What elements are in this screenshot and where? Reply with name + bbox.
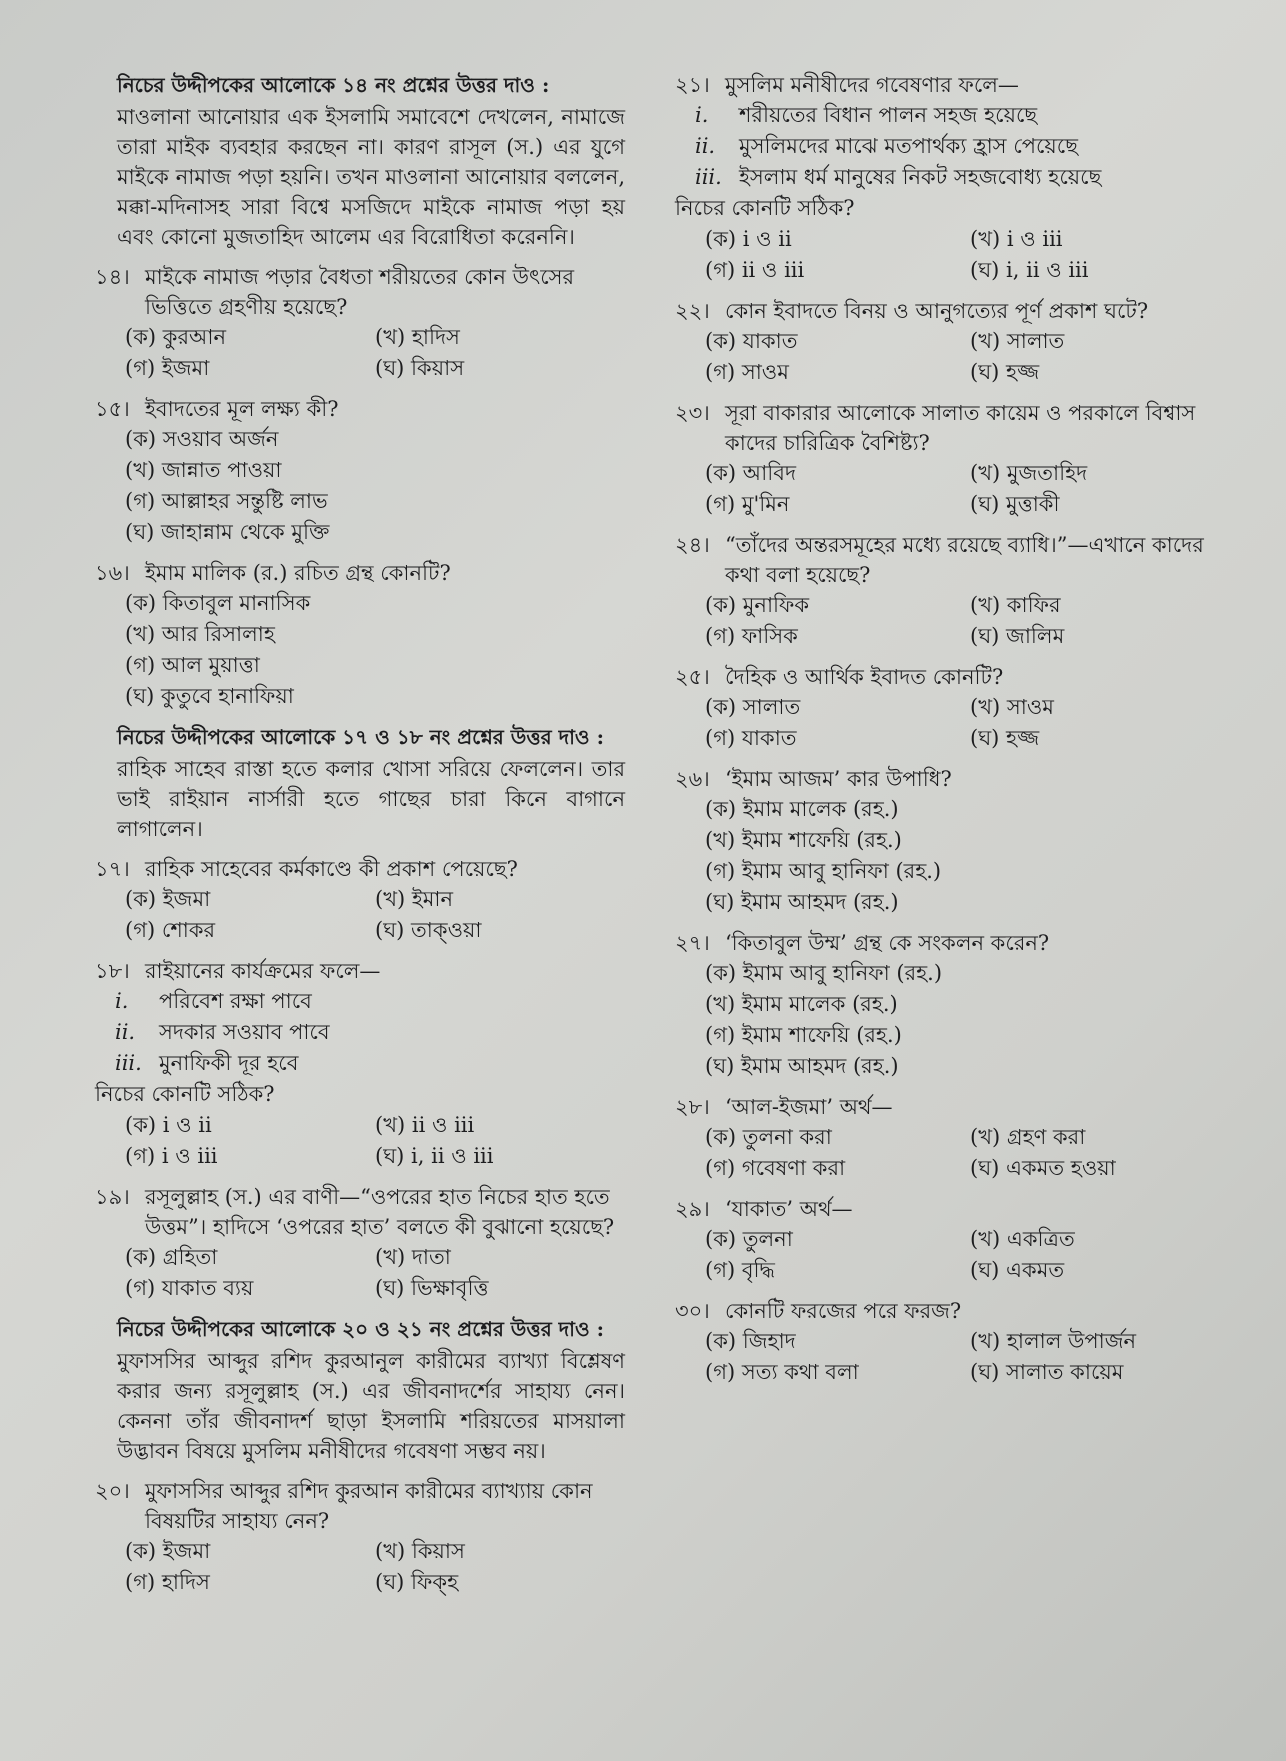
question-text: ইবাদতের মূল লক্ষ্য কী? [145, 397, 339, 421]
option-c: (গ) হাদিস [125, 1570, 210, 1594]
option-b: (খ) গ্রহণ করা [970, 1125, 1086, 1149]
question-29 [675, 1194, 1235, 1286]
statement-3: iii. ইসলাম ধর্ম মানুষের নিকট সহজবোধ্য হয়েছে [695, 165, 1102, 189]
option-b: (খ) কাফির [970, 593, 1061, 617]
option-b: (খ) একত্রিত [970, 1227, 1075, 1251]
option-d: (ঘ) ফিক্হ [375, 1570, 459, 1594]
question-number: ১৮। [95, 959, 130, 983]
option-d: (ঘ) কুতুবে হানাফিয়া [125, 684, 294, 708]
question-number: ২৮। [675, 1095, 710, 1119]
option-b: (খ) ইমাম শাফেয়ি (রহ.) [705, 828, 902, 852]
stimulus-text: মাওলানা আনোয়ার এক ইসলামি সমাবেশে দেখলেন, নামাজে তারা মাইক ব্যবহার করছেন না। কারণ রাসূল (স.) এর যুগে মাইকে নামাজ পড়া হয়নি। তখন মাওলানা আনোয়ার বললেন, মক্কা-মদিনাসহ সারা বিশ্বে মসজিদে মাইকে নামাজ পড়া হয় এবং কোনো মুজতাহিদ আলেম এর বিরোধিতা করেননি। [117, 105, 625, 249]
option-c: (গ) ইজমা [125, 356, 210, 380]
stimulus-heading: নিচের উদ্দীপকের আলোকে ১৭ ও ১৮ নং প্রশ্নের উত্তর দাও : [117, 725, 604, 749]
statement-1: i. শরীয়তের বিধান পালন সহজ হয়েছে [695, 103, 1038, 127]
question-23 [675, 398, 1235, 520]
option-c: (গ) শোকর [125, 918, 216, 942]
option-d: (ঘ) জাহান্নাম থেকে মুক্তি [125, 520, 330, 544]
question-text: কোনটি ফরজের পরে ফরজ? [725, 1299, 962, 1323]
question-18 [95, 956, 625, 1172]
question-28 [675, 1092, 1235, 1184]
option-b: (খ) কিয়াস [375, 1539, 465, 1563]
option-d: (ঘ) মুত্তাকী [970, 492, 1060, 516]
question-text: সূরা বাকারার আলোকে সালাত কায়েম ও পরকালে বিশ্বাস কাদের চারিত্রিক বৈশিষ্ট্য? [725, 401, 1196, 455]
question-number: ২২। [675, 299, 710, 323]
question-number: ১৫। [95, 397, 130, 421]
question-number: ৩০। [675, 1299, 710, 1323]
option-d: (ঘ) i, ii ও iii [970, 258, 1089, 282]
option-a: (ক) মুনাফিক [705, 593, 810, 617]
question-number: ২১। [675, 73, 710, 97]
option-c: (গ) ইমাম শাফেয়ি (রহ.) [705, 1023, 902, 1047]
option-d: (ঘ) হজ্জ [970, 726, 1040, 750]
option-c: (গ) i ও iii [125, 1144, 218, 1168]
option-d: (ঘ) ইমাম আহমদ (রহ.) [705, 890, 899, 914]
question-26 [675, 764, 1235, 918]
option-d: (ঘ) জালিম [970, 624, 1065, 648]
option-b: (খ) হালাল উপার্জন [970, 1329, 1137, 1353]
option-c: (গ) যাকাত [705, 726, 797, 750]
question-25 [675, 662, 1235, 754]
option-a: (ক) তুলনা [705, 1227, 793, 1251]
question-27 [675, 928, 1235, 1082]
question-text: মুসলিম মনীষীদের গবেষণার ফলে— [725, 73, 1019, 97]
option-d: (ঘ) তাক্ওয়া [375, 918, 482, 942]
question-17 [95, 854, 625, 946]
option-d: (ঘ) সালাত কায়েম [970, 1360, 1124, 1384]
option-a: (ক) ইজমা [125, 887, 211, 911]
option-b: (খ) হাদিস [375, 325, 460, 349]
option-c: (গ) ii ও iii [705, 258, 805, 282]
option-c: (গ) ইমাম আবু হানিফা (রহ.) [705, 859, 942, 883]
question-text: মাইকে নামাজ পড়ার বৈধতা শরীয়তের কোন উৎসের ভিত্তিতে গ্রহণীয় হয়েছে? [145, 265, 575, 319]
stimulus-text: মুফাসসির আব্দুর রশিদ কুরআনুল কারীমের ব্যাখ্যা বিশ্লেষণ করার জন্য রসূলুল্লাহ (স.) এর জীবনাদর্শের সাহায্য নেন। কেননা তাঁর জীবনাদর্শ ছাড়া ইসলামি শরিয়তের মাসয়ালা উদ্ভাবন বিষয়ে মুসলিম মনীষীদের গবেষণা সম্ভব নয়। [117, 1349, 625, 1463]
question-number: ২৯। [675, 1197, 710, 1221]
option-a: (ক) যাকাত [705, 329, 798, 353]
question-number: ২৩। [675, 401, 710, 425]
option-b: (খ) ইমাম মালেক (রহ.) [705, 992, 898, 1016]
statement-2: ii. মুসলিমদের মাঝে মতপার্থক্য হ্রাস পেয়েছে [695, 134, 1078, 158]
option-a: (ক) সওয়াব অর্জন [125, 427, 279, 451]
option-b: (খ) জান্নাত পাওয়া [125, 458, 282, 482]
question-text: রাহিক সাহেবের কর্মকাণ্ডে কী প্রকাশ পেয়েছে? [145, 857, 518, 881]
question-number: ২৪। [675, 533, 710, 557]
stimulus-text: রাহিক সাহেব রাস্তা হতে কলার খোসা সরিয়ে ফেললেন। তার ভাই রাইয়ান নার্সারী হতে গাছের চারা কিনে বাগানে লাগালেন। [117, 757, 625, 841]
option-c: (গ) আল মুয়াত্তা [125, 653, 260, 677]
option-a: (ক) ইজমা [125, 1539, 211, 1563]
question-20 [95, 1476, 625, 1598]
option-a: (ক) তুলনা করা [705, 1125, 832, 1149]
option-c: (গ) মু'মিন [705, 492, 790, 516]
option-b: (খ) ii ও iii [375, 1113, 475, 1137]
option-d: (ঘ) ভিক্ষাবৃত্তি [375, 1276, 489, 1300]
question-text: কোন ইবাদতে বিনয় ও আনুগত্যের পূর্ণ প্রকাশ ঘটে? [725, 299, 1149, 323]
question-number: ২৬। [675, 767, 710, 791]
question-text: রাইয়ানের কার্যক্রমের ফলে— [145, 959, 381, 983]
option-a: (ক) আবিদ [705, 461, 796, 485]
option-a: (ক) জিহাদ [705, 1329, 796, 1353]
question-text: মুফাসসির আব্দুর রশিদ কুরআন কারীমের ব্যাখ্যায় কোন বিষয়টির সাহায্য নেন? [145, 1479, 593, 1533]
option-a: (ক) কিতাবুল মানাসিক [125, 591, 311, 615]
question-16 [95, 558, 625, 712]
statement-1: i. পরিবেশ রক্ষা পাবে [115, 989, 312, 1013]
left-column [95, 70, 625, 1608]
option-a: (ক) i ও ii [705, 227, 792, 251]
option-d: (ঘ) একমত হওয়া [970, 1156, 1116, 1180]
statement-2: ii. সদকার সওয়াব পাবে [115, 1020, 330, 1044]
question-15 [95, 394, 625, 548]
question-30 [675, 1296, 1235, 1388]
option-d: (ঘ) কিয়াস [375, 356, 465, 380]
question-text: ‘কিতাবুল উম্ম’ গ্রন্থ কে সংকলন করেন? [725, 931, 1050, 955]
option-c: (গ) সাওম [705, 360, 789, 384]
option-b: (খ) ইমান [375, 887, 454, 911]
question-number: ১৪। [95, 265, 130, 289]
option-d: (ঘ) একমত [970, 1258, 1065, 1282]
question-text: ‘আল-ইজমা’ অর্থ— [725, 1095, 893, 1119]
question-21 [675, 70, 1235, 286]
option-b: (খ) i ও iii [970, 227, 1063, 251]
question-text: ‘যাকাত’ অর্থ— [725, 1197, 853, 1221]
question-number: ১৬। [95, 561, 130, 585]
option-a: (ক) সালাত [705, 695, 801, 719]
option-c: (গ) যাকাত ব্যয় [125, 1276, 254, 1300]
option-b: (খ) দাতা [375, 1245, 451, 1269]
question-number: ১৭। [95, 857, 130, 881]
stimulus-heading: নিচের উদ্দীপকের আলোকে ১৪ নং প্রশ্নের উত্তর দাও : [117, 73, 550, 97]
option-c: (গ) সত্য কথা বলা [705, 1360, 859, 1384]
option-a: (ক) i ও ii [125, 1113, 212, 1137]
option-b: (খ) আর রিসালাহ [125, 622, 275, 646]
option-a: (ক) কুরআন [125, 325, 227, 349]
question-number: ২০। [95, 1479, 130, 1503]
question-number: ২৭। [675, 931, 710, 955]
question-text: ইমাম মালিক (র.) রচিত গ্রন্থ কোনটি? [145, 561, 451, 585]
question-number: ১৯। [95, 1185, 130, 1209]
option-c: (গ) বৃদ্ধি [705, 1258, 775, 1282]
option-d: (ঘ) হজ্জ [970, 360, 1040, 384]
option-a: (ক) গ্রহিতা [125, 1245, 218, 1269]
question-14 [95, 262, 625, 384]
option-b: (খ) সাওম [970, 695, 1054, 719]
question-22 [675, 296, 1235, 388]
option-prompt: নিচের কোনটি সঠিক? [675, 196, 855, 220]
question-text: রসূলুল্লাহ (স.) এর বাণী—“ওপরের হাত নিচের হাত হতে উত্তম”। হাদিসে ‘ওপরের হাত’ বলতে কী বুঝানো হয়েছে? [145, 1185, 615, 1239]
question-text: দৈহিক ও আর্থিক ইবাদত কোনটি? [725, 665, 1004, 689]
stimulus-heading: নিচের উদ্দীপকের আলোকে ২০ ও ২১ নং প্রশ্নের উত্তর দাও : [117, 1317, 605, 1341]
option-c: (গ) গবেষণা করা [705, 1156, 846, 1180]
option-a: (ক) ইমাম আবু হানিফা (রহ.) [705, 961, 943, 985]
statement-3: iii. মুনাফিকী দূর হবে [115, 1051, 299, 1075]
question-number: ২৫। [675, 665, 710, 689]
option-b: (খ) মুজতাহিদ [970, 461, 1088, 485]
option-d: (ঘ) ইমাম আহমদ (রহ.) [705, 1054, 899, 1078]
option-d: (ঘ) i, ii ও iii [375, 1144, 494, 1168]
option-c: (গ) ফাসিক [705, 624, 798, 648]
option-c: (গ) আল্লাহর সন্তুষ্টি লাভ [125, 489, 328, 513]
right-column [675, 70, 1235, 1398]
option-prompt: নিচের কোনটি সঠিক? [95, 1082, 275, 1106]
question-24 [675, 530, 1235, 652]
option-b: (খ) সালাত [970, 329, 1065, 353]
question-text: “তাঁদের অন্তরসমূহের মধ্যে রয়েছে ব্যাধি।”—এখানে কাদের কথা বলা হয়েছে? [725, 533, 1204, 587]
question-text: ‘ইমাম আজম’ কার উপাধি? [725, 767, 952, 791]
option-a: (ক) ইমাম মালেক (রহ.) [705, 797, 899, 821]
question-19 [95, 1182, 625, 1304]
